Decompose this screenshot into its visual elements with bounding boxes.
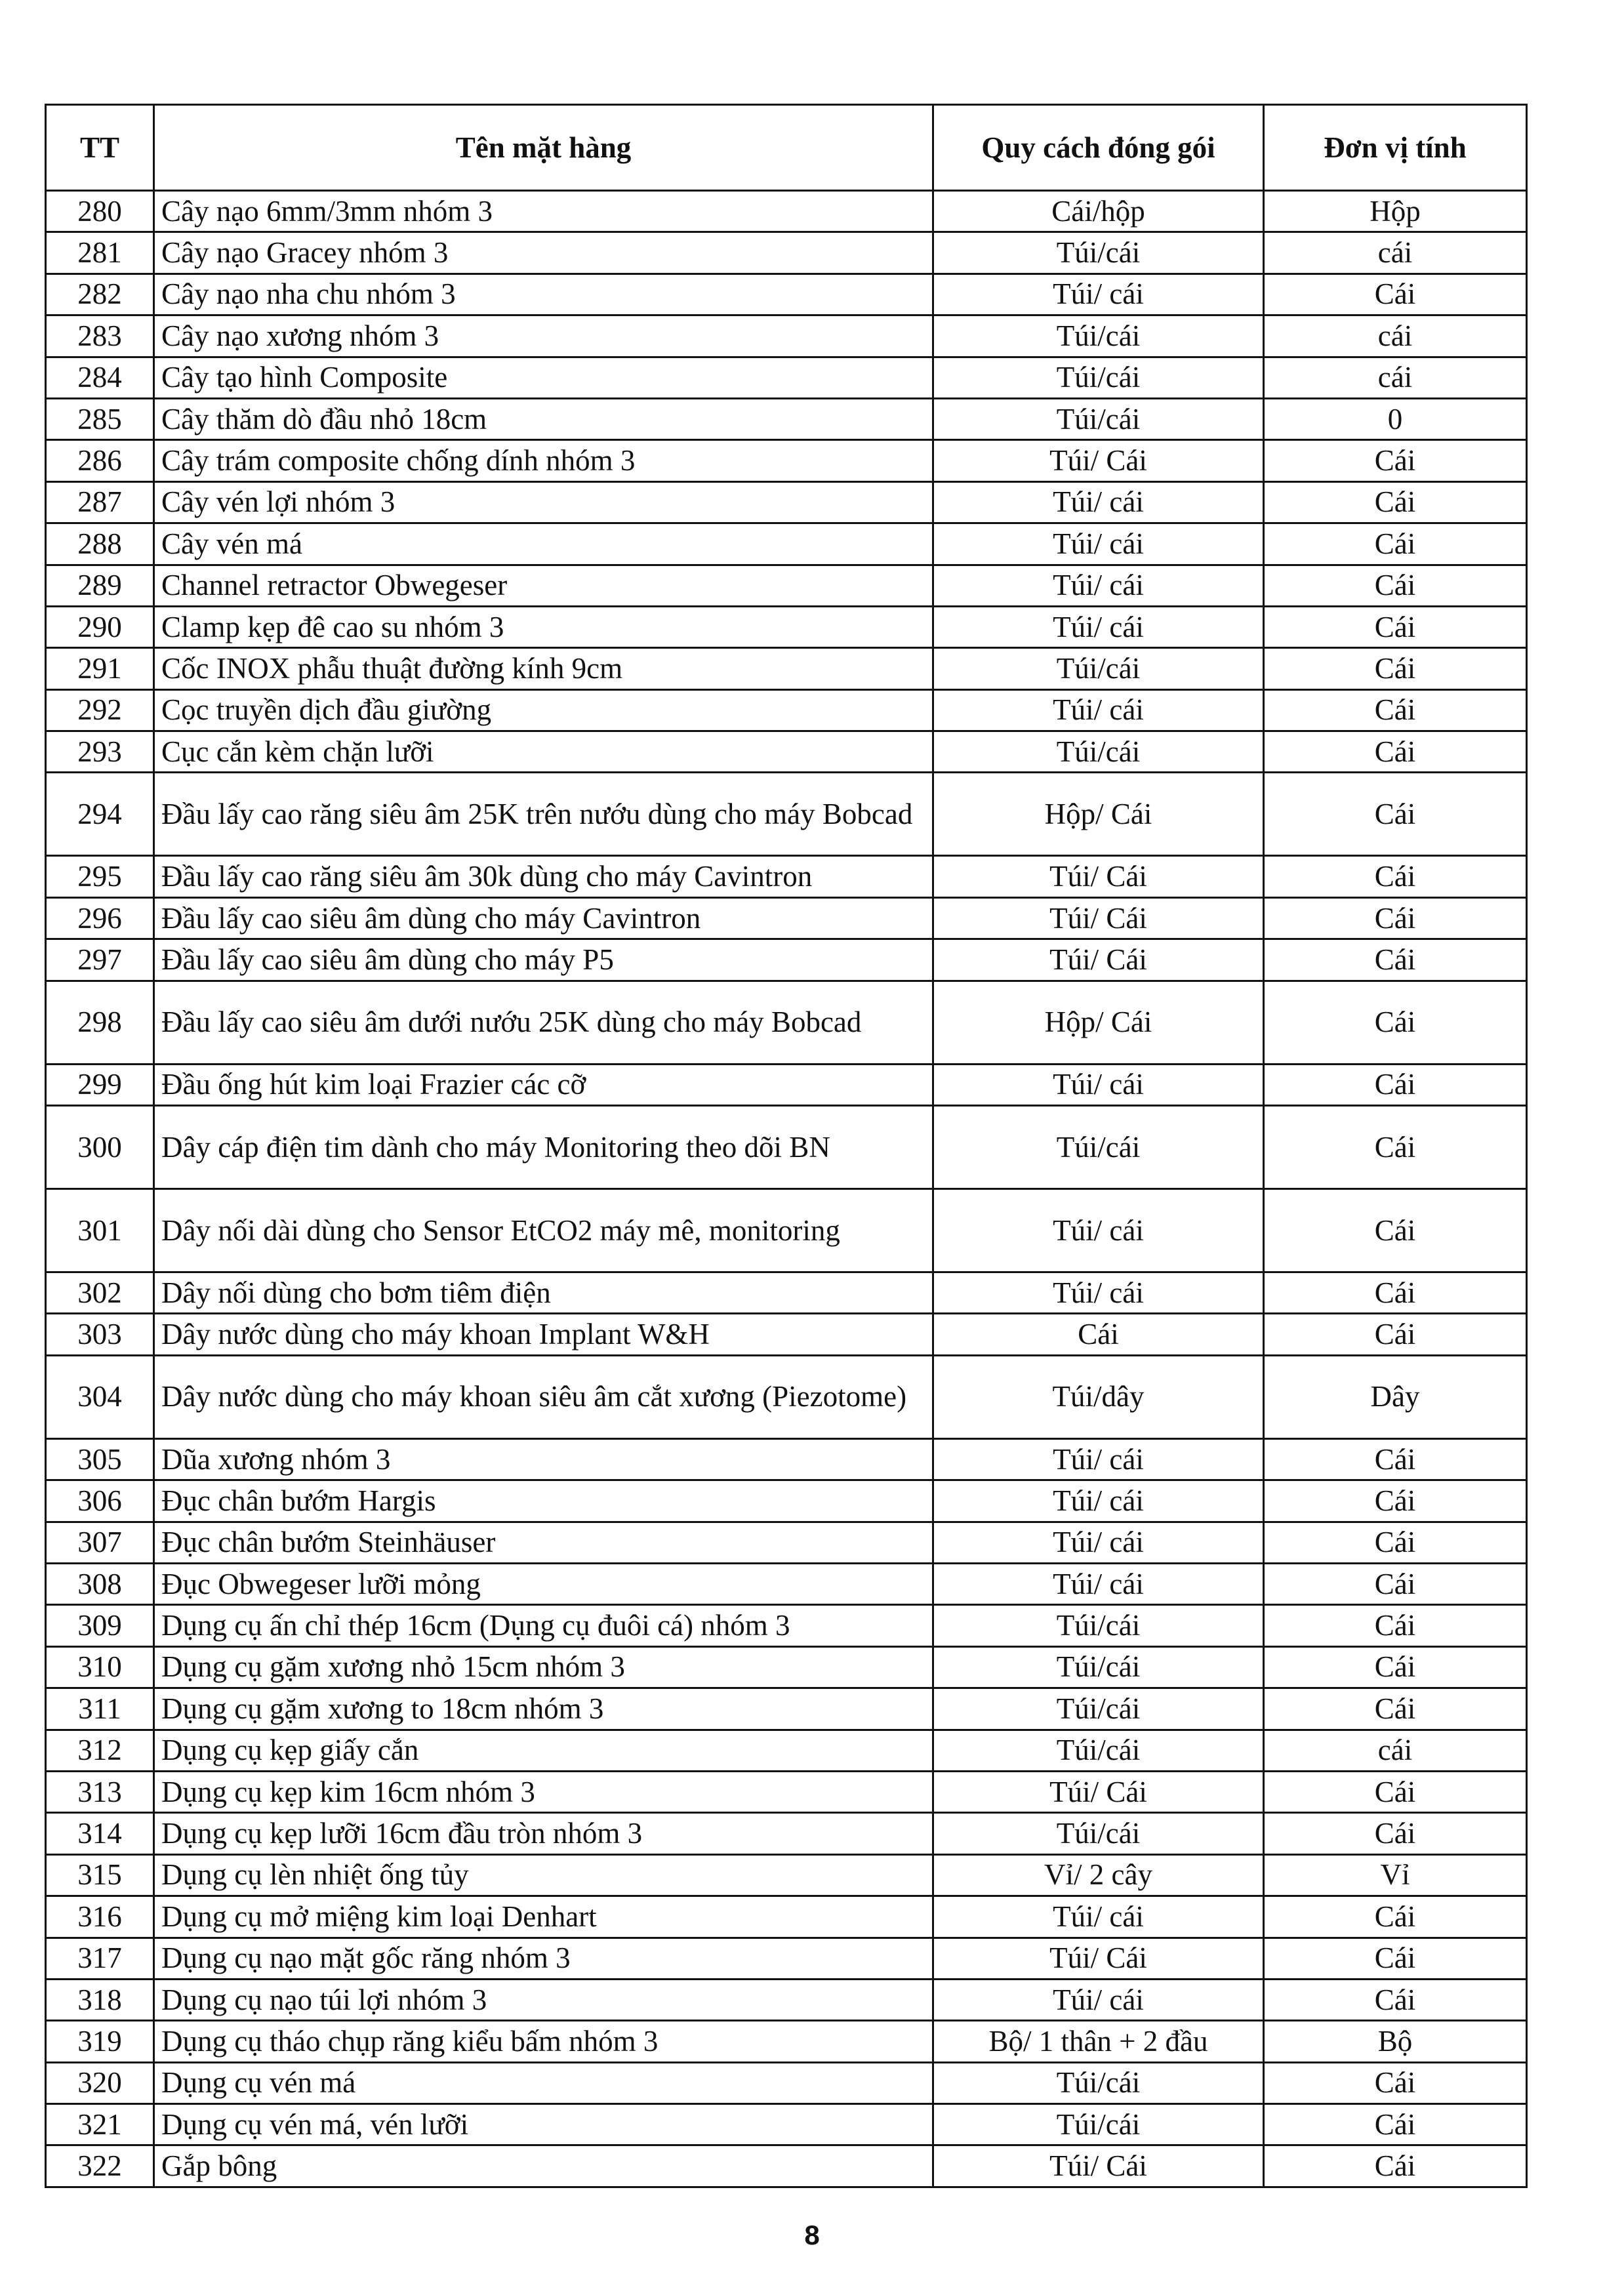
table-row [46, 191, 1527, 232]
table-row [46, 1813, 1527, 1854]
item-name: Channel retractor Obwegeser [154, 565, 933, 606]
row-number: 282 [46, 274, 154, 315]
packaging: Túi/ cái [933, 689, 1264, 731]
table-row [46, 689, 1527, 731]
packaging: Túi/ cái [933, 1480, 1264, 1522]
row-number: 292 [46, 689, 154, 731]
row-number: 290 [46, 606, 154, 647]
packaging: Túi/ Cái [933, 856, 1264, 897]
item-name: Cây nạo Gracey nhóm 3 [154, 232, 933, 274]
unit: Cái [1264, 1896, 1527, 1938]
item-name: Dụng cụ nạo túi lợi nhóm 3 [154, 1979, 933, 2020]
row-number: 297 [46, 939, 154, 981]
item-name: Dụng cụ kẹp giấy cắn [154, 1730, 933, 1771]
unit: Cái [1264, 981, 1527, 1064]
row-number: 302 [46, 1272, 154, 1314]
unit: Cái [1264, 856, 1527, 897]
row-number: 310 [46, 1646, 154, 1688]
row-number: 314 [46, 1813, 154, 1854]
unit: Cái [1264, 2104, 1527, 2145]
row-number: 318 [46, 1979, 154, 2020]
packaging: Túi/ Cái [933, 1771, 1264, 1812]
header-packaging: Quy cách đóng gói [933, 105, 1264, 191]
unit: Cái [1264, 1979, 1527, 2020]
row-number: 300 [46, 1106, 154, 1189]
row-number: 304 [46, 1355, 154, 1438]
item-name: Gắp bông [154, 2145, 933, 2187]
table-row [46, 648, 1527, 689]
packaging: Túi/ Cái [933, 939, 1264, 981]
table-row [46, 315, 1527, 357]
unit: Cái [1264, 1938, 1527, 1979]
row-number: 280 [46, 191, 154, 232]
item-name: Dụng cụ gặm xương to 18cm nhóm 3 [154, 1688, 933, 1730]
table-row [46, 1605, 1527, 1646]
unit: Cái [1264, 1646, 1527, 1688]
row-number: 301 [46, 1189, 154, 1272]
unit: Cái [1264, 1106, 1527, 1189]
item-name: Đầu lấy cao siêu âm dùng cho máy P5 [154, 939, 933, 981]
row-number: 295 [46, 856, 154, 897]
row-number: 319 [46, 2021, 154, 2062]
unit: Cái [1264, 939, 1527, 981]
unit: cái [1264, 315, 1527, 357]
item-name: Cây trám composite chống dính nhóm 3 [154, 440, 933, 481]
table-row [46, 2145, 1527, 2187]
item-name: Dụng cụ kẹp lưỡi 16cm đầu tròn nhóm 3 [154, 1813, 933, 1854]
item-name: Dụng cụ gặm xương nhỏ 15cm nhóm 3 [154, 1646, 933, 1688]
row-number: 306 [46, 1480, 154, 1522]
unit: Cái [1264, 1522, 1527, 1563]
item-name: Dây nối dùng cho bơm tiêm điện [154, 1272, 933, 1314]
row-number: 287 [46, 481, 154, 523]
header-unit: Đơn vị tính [1264, 105, 1527, 191]
row-number: 315 [46, 1854, 154, 1896]
table-row [46, 1688, 1527, 1730]
item-name: Cây vén lợi nhóm 3 [154, 481, 933, 523]
unit: cái [1264, 1730, 1527, 1771]
table-row [46, 523, 1527, 565]
table-row [46, 1064, 1527, 1105]
table-row [46, 1896, 1527, 1938]
row-number: 311 [46, 1688, 154, 1730]
table-row [46, 481, 1527, 523]
table-row [46, 357, 1527, 398]
unit: Dây [1264, 1355, 1527, 1438]
packaging: Túi/cái [933, 1646, 1264, 1688]
packaging: Túi/ Cái [933, 897, 1264, 939]
table-row [46, 939, 1527, 981]
item-name: Cây vén má [154, 523, 933, 565]
unit: Cái [1264, 1064, 1527, 1105]
row-number: 286 [46, 440, 154, 481]
unit: Vỉ [1264, 1854, 1527, 1896]
unit: Hộp [1264, 191, 1527, 232]
table-row [46, 1646, 1527, 1688]
packaging: Túi/ cái [933, 1896, 1264, 1938]
table-row [46, 1771, 1527, 1812]
row-number: 305 [46, 1438, 154, 1480]
table-row [46, 1355, 1527, 1438]
unit: Cái [1264, 1438, 1527, 1480]
packaging: Túi/cái [933, 1813, 1264, 1854]
table-row [46, 2104, 1527, 2145]
unit: Cái [1264, 648, 1527, 689]
unit: Cái [1264, 1480, 1527, 1522]
table-row [46, 2062, 1527, 2103]
row-number: 285 [46, 398, 154, 439]
item-name: Dây nối dài dùng cho Sensor EtCO2 máy mê, monitoring [154, 1189, 933, 1272]
item-name: Đục chân bướm Steinhäuser [154, 1522, 933, 1563]
table-row [46, 1480, 1527, 1522]
header-item-name: Tên mặt hàng [154, 105, 933, 191]
packaging: Túi/cái [933, 2062, 1264, 2103]
item-name: Clamp kẹp đê cao su nhóm 3 [154, 606, 933, 647]
row-number: 283 [46, 315, 154, 357]
table-row [46, 398, 1527, 439]
packaging: Túi/ cái [933, 1563, 1264, 1604]
unit: Cái [1264, 1563, 1527, 1604]
table-row [46, 565, 1527, 606]
packaging: Hộp/ Cái [933, 981, 1264, 1064]
packaging: Túi/cái [933, 2104, 1264, 2145]
packaging: Túi/ Cái [933, 1938, 1264, 1979]
table-row [46, 274, 1527, 315]
unit: Cái [1264, 1688, 1527, 1730]
item-name: Đầu ống hút kim loại Frazier các cỡ [154, 1064, 933, 1105]
unit: 0 [1264, 398, 1527, 439]
packaging: Túi/ cái [933, 274, 1264, 315]
packaging: Túi/cái [933, 1688, 1264, 1730]
table-row [46, 731, 1527, 773]
row-number: 307 [46, 1522, 154, 1563]
row-number: 289 [46, 565, 154, 606]
unit: Cái [1264, 689, 1527, 731]
unit: Cái [1264, 440, 1527, 481]
packaging: Túi/ cái [933, 606, 1264, 647]
row-number: 281 [46, 232, 154, 274]
unit: cái [1264, 232, 1527, 274]
unit: Cái [1264, 1771, 1527, 1812]
packaging: Túi/cái [933, 315, 1264, 357]
packaging: Túi/ cái [933, 1438, 1264, 1480]
unit: Bộ [1264, 2021, 1527, 2062]
table-row [46, 2021, 1527, 2062]
header-tt: TT [46, 105, 154, 191]
table-row [46, 1438, 1527, 1480]
item-name: Dụng cụ ấn chỉ thép 16cm (Dụng cụ đuôi cá) nhóm 3 [154, 1605, 933, 1646]
item-name: Dụng cụ vén má, vén lưỡi [154, 2104, 933, 2145]
packaging: Túi/ cái [933, 481, 1264, 523]
unit: cái [1264, 357, 1527, 398]
table-row [46, 1854, 1527, 1896]
table-row [46, 440, 1527, 481]
item-name: Cây nạo 6mm/3mm nhóm 3 [154, 191, 933, 232]
row-number: 321 [46, 2104, 154, 2145]
packaging: Túi/ cái [933, 1272, 1264, 1314]
table-row [46, 1522, 1527, 1563]
packaging: Túi/cái [933, 1605, 1264, 1646]
unit: Cái [1264, 274, 1527, 315]
unit: Cái [1264, 897, 1527, 939]
packaging: Túi/ Cái [933, 440, 1264, 481]
table-row [46, 981, 1527, 1064]
row-number: 299 [46, 1064, 154, 1105]
packaging: Túi/ cái [933, 1979, 1264, 2020]
table-row [46, 1979, 1527, 2020]
table-row [46, 856, 1527, 897]
packaging: Túi/cái [933, 357, 1264, 398]
packaging: Túi/cái [933, 1106, 1264, 1189]
table-row [46, 606, 1527, 647]
item-name: Dây nước dùng cho máy khoan siêu âm cắt xương (Piezotome) [154, 1355, 933, 1438]
packaging: Túi/ Cái [933, 2145, 1264, 2187]
packaging: Túi/ cái [933, 523, 1264, 565]
item-name: Dụng cụ vén má [154, 2062, 933, 2103]
packaging: Cái [933, 1314, 1264, 1355]
row-number: 312 [46, 1730, 154, 1771]
item-name: Cây thăm dò đầu nhỏ 18cm [154, 398, 933, 439]
table-header-row [46, 105, 1527, 191]
row-number: 313 [46, 1771, 154, 1812]
item-name: Dụng cụ nạo mặt gốc răng nhóm 3 [154, 1938, 933, 1979]
packaging: Túi/cái [933, 731, 1264, 773]
packaging: Túi/cái [933, 232, 1264, 274]
item-table [45, 104, 1528, 2188]
unit: Cái [1264, 1314, 1527, 1355]
packaging: Cái/hộp [933, 191, 1264, 232]
unit: Cái [1264, 565, 1527, 606]
unit: Cái [1264, 606, 1527, 647]
item-name: Dụng cụ kẹp kim 16cm nhóm 3 [154, 1771, 933, 1812]
row-number: 322 [46, 2145, 154, 2187]
packaging: Túi/ cái [933, 1064, 1264, 1105]
unit: Cái [1264, 2145, 1527, 2187]
item-name: Đầu lấy cao răng siêu âm 30k dùng cho máy Cavintron [154, 856, 933, 897]
item-name: Cây nạo nha chu nhóm 3 [154, 274, 933, 315]
item-name: Dụng cụ tháo chụp răng kiểu bấm nhóm 3 [154, 2021, 933, 2062]
item-name: Dũa xương nhóm 3 [154, 1438, 933, 1480]
unit: Cái [1264, 1189, 1527, 1272]
item-name: Đầu lấy cao siêu âm dưới nướu 25K dùng cho máy Bobcad [154, 981, 933, 1064]
table-row [46, 1563, 1527, 1604]
table-row [46, 1730, 1527, 1771]
item-name: Đầu lấy cao răng siêu âm 25K trên nướu dùng cho máy Bobcad [154, 773, 933, 856]
row-number: 294 [46, 773, 154, 856]
item-name: Đầu lấy cao siêu âm dùng cho máy Cavintron [154, 897, 933, 939]
row-number: 309 [46, 1605, 154, 1646]
table-row [46, 773, 1527, 856]
row-number: 291 [46, 648, 154, 689]
row-number: 293 [46, 731, 154, 773]
row-number: 288 [46, 523, 154, 565]
item-name: Cọc truyền dịch đầu giường [154, 689, 933, 731]
item-name: Đục chân bướm Hargis [154, 1480, 933, 1522]
table-row [46, 897, 1527, 939]
item-name: Dụng cụ lèn nhiệt ống tủy [154, 1854, 933, 1896]
item-name: Cục cắn kèm chặn lưỡi [154, 731, 933, 773]
packaging: Túi/ cái [933, 565, 1264, 606]
row-number: 298 [46, 981, 154, 1064]
packaging: Túi/ cái [933, 1189, 1264, 1272]
item-name: Cây tạo hình Composite [154, 357, 933, 398]
packaging: Túi/cái [933, 398, 1264, 439]
row-number: 303 [46, 1314, 154, 1355]
item-name: Dây nước dùng cho máy khoan Implant W&H [154, 1314, 933, 1355]
item-name: Dây cáp điện tim dành cho máy Monitoring theo dõi BN [154, 1106, 933, 1189]
item-name: Cốc INOX phẫu thuật đường kính 9cm [154, 648, 933, 689]
page-number: 8 [804, 2220, 820, 2250]
table-row [46, 1314, 1527, 1355]
item-name: Cây nạo xương nhóm 3 [154, 315, 933, 357]
table-row [46, 1189, 1527, 1272]
item-name: Đục Obwegeser lưỡi mỏng [154, 1563, 933, 1604]
table-row [46, 1272, 1527, 1314]
packaging: Túi/cái [933, 1730, 1264, 1771]
row-number: 284 [46, 357, 154, 398]
unit: Cái [1264, 1272, 1527, 1314]
item-name: Dụng cụ mở miệng kim loại Denhart [154, 1896, 933, 1938]
packaging: Túi/ cái [933, 1522, 1264, 1563]
row-number: 296 [46, 897, 154, 939]
unit: Cái [1264, 773, 1527, 856]
row-number: 316 [46, 1896, 154, 1938]
packaging: Bộ/ 1 thân + 2 đầu [933, 2021, 1264, 2062]
row-number: 308 [46, 1563, 154, 1604]
packaging: Túi/dây [933, 1355, 1264, 1438]
unit: Cái [1264, 731, 1527, 773]
unit: Cái [1264, 2062, 1527, 2103]
packaging: Vỉ/ 2 cây [933, 1854, 1264, 1896]
packaging: Túi/cái [933, 648, 1264, 689]
unit: Cái [1264, 523, 1527, 565]
row-number: 317 [46, 1938, 154, 1979]
unit: Cái [1264, 1605, 1527, 1646]
table-row [46, 1938, 1527, 1979]
unit: Cái [1264, 481, 1527, 523]
packaging: Hộp/ Cái [933, 773, 1264, 856]
table-row [46, 1106, 1527, 1189]
table-row [46, 232, 1527, 274]
row-number: 320 [46, 2062, 154, 2103]
unit: Cái [1264, 1813, 1527, 1854]
